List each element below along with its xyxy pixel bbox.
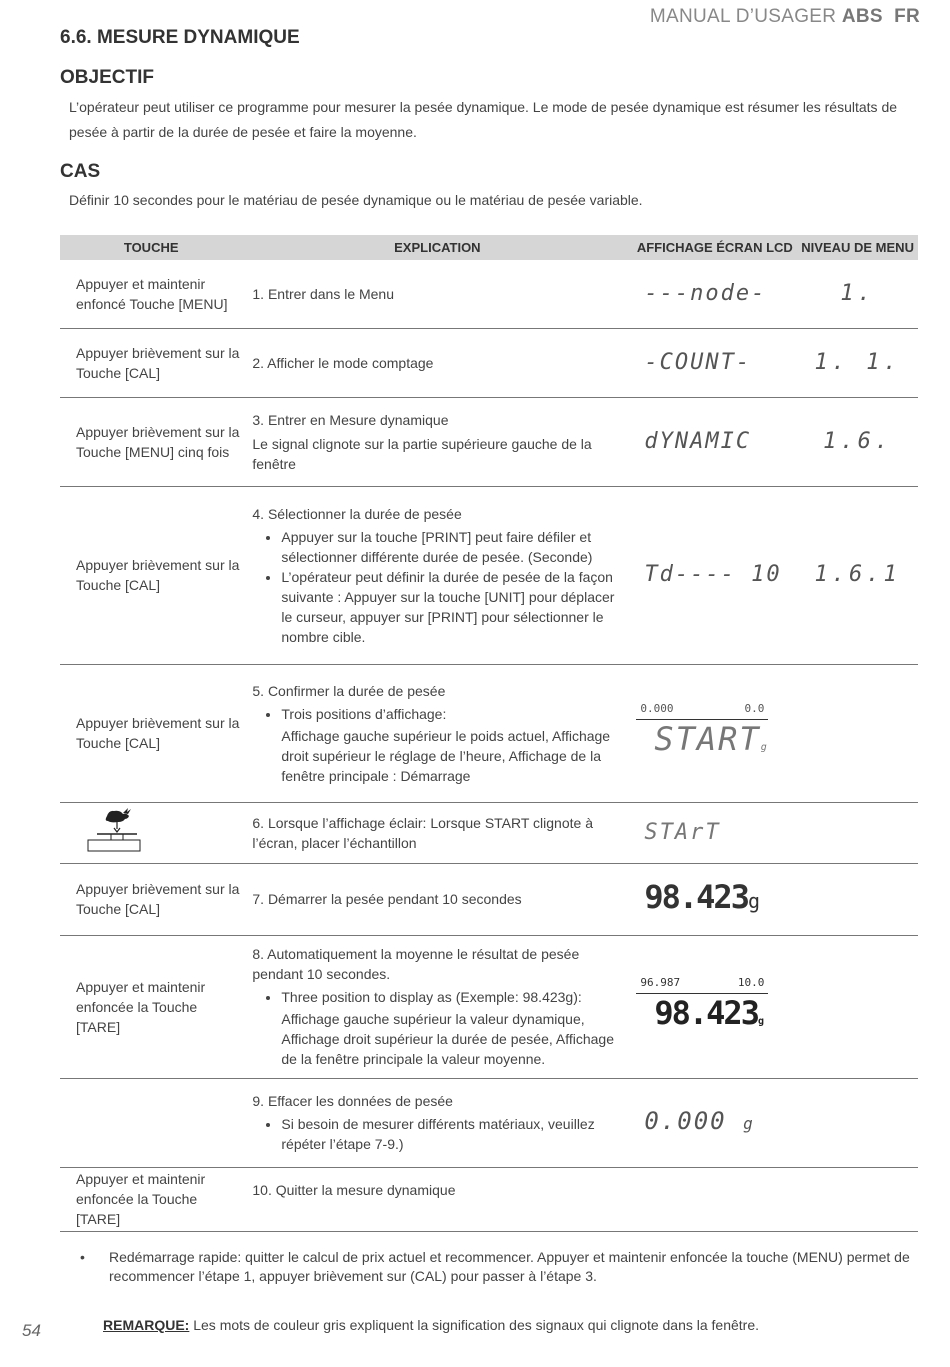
touche-cell: Appuyer et maintenir enfoncée la Touche [TARE] (60, 935, 242, 1078)
explication-bullet: • Appuyer sur la touche [PRINT] peut faire défiler et sélectionner différente durée de pesée. (Seconde) (281, 527, 626, 567)
touche-cell: Appuyer et maintenir enfoncé Touche [MENU] (60, 260, 242, 328)
lcd-display (632, 878, 797, 916)
lcd-unit: g (760, 742, 769, 753)
touche-cell: Appuyer brièvement sur la Touche [MENU] cinq fois (60, 397, 242, 486)
lcd-display (632, 699, 797, 767)
lcd-left-value: 0.000 (640, 702, 674, 715)
menu-level: 1. (840, 280, 875, 306)
table-row (60, 397, 918, 486)
header-model: ABS (841, 6, 883, 27)
touche-cell: Appuyer brièvement sur la Touche [CAL] (60, 328, 242, 397)
column-header-explication: EXPLICATION (242, 235, 632, 260)
header-language: FR (894, 6, 920, 27)
explication-bullet: • Si besoin de mesurer différents matériaux, veuillez répéter l’étape 7-9.) (281, 1114, 626, 1154)
lcd-display: Td---- 10 (644, 562, 782, 587)
explication-cell (242, 1091, 632, 1154)
explication-sub: Affichage gauche supérieur la valeur dynamique, Affichage droit supérieur la durée de pesée, Affichage de la fenêtre principale la valeur moyenne. (281, 1011, 614, 1067)
lcd-main-value: 98.423 (654, 993, 758, 1032)
explication-cell: 1. Entrer dans le Menu (252, 285, 395, 302)
menu-level: 1.6. (823, 428, 893, 454)
lcd-display: STArT (644, 819, 721, 845)
objectif-text: L’opérateur peut utiliser ce programme pour mesurer la pesée dynamique. Le mode de pesée dynamique est résumer les résultats de pesée à partir de la durée de pesée et faire la moyenne. (69, 99, 898, 140)
explication-step: 9. Effacer les données de pesée (252, 1093, 453, 1109)
explication-sub: Affichage gauche supérieur le poids actuel, Affichage droit supérieur le réglage de l’heure, Affichage de la fenêtre principale : Démarrage (281, 727, 611, 784)
remark-text: Les mots de couleur gris expliquent la signification des signaux qui clignote dans la fenêtre. (189, 1317, 760, 1333)
lcd-main-value: 98.423 (644, 878, 748, 916)
cas-heading: CAS (60, 161, 101, 182)
table-row (60, 486, 918, 664)
remark-label: REMARQUE: (103, 1317, 190, 1333)
bullet-dot-icon: • (80, 1249, 85, 1265)
touche-cell: Appuyer brièvement sur la Touche [CAL] (60, 486, 242, 664)
explication-cell (242, 504, 632, 647)
lcd-display: ---node- (644, 280, 767, 306)
remark (103, 1317, 759, 1333)
explication-step: 3. Entrer en Mesure dynamique (252, 411, 449, 428)
rabbit-on-scale-icon (87, 807, 147, 853)
explication-bullet: • L’opérateur peut définir la durée de pesée de la façon suivante : Appuyer sur la touche [UNIT] pour déplacer le curseur, appuyer sur [PRINT] pour sélectionner le nombre cible. (281, 567, 626, 647)
lcd-right-value: 10.0 (737, 975, 765, 989)
table-header-row (60, 235, 918, 260)
column-header-touche: TOUCHE (60, 235, 242, 260)
explication-step: 8. Automatiquement la moyenne le résultat de pesée pendant 10 secondes. (252, 946, 580, 982)
objectif-heading: OBJECTIF (60, 67, 154, 88)
lcd-right-value: 0.0 (744, 702, 765, 715)
explication-bullet: • Three position to display as (Exemple: 98.423g): (281, 987, 626, 1007)
touche-cell: Appuyer et maintenir enfoncée la Touche [TARE] (60, 1167, 242, 1231)
lcd-display (632, 973, 797, 1041)
table-row (60, 328, 918, 397)
explication-detail: Le signal clignote sur la partie supérieure gauche de la fenêtre (252, 435, 592, 472)
section-title: 6.6. MESURE DYNAMIQUE (60, 27, 300, 48)
column-header-niveau: NIVEAU DE MENU (797, 235, 918, 260)
quick-restart-text: Redémarrage rapide: quitter le calcul de prix actuel et recommencer. Appuyer et maintenir enfoncée la touche (MENU) permet de recommencer l’étape 1, appuyer brièvement sur (CAL) pour passer à l’étape 3. (109, 1249, 910, 1284)
explication-cell: 10. Quitter la mesure dynamique (252, 1181, 456, 1198)
page-number: 54 (22, 1321, 41, 1340)
touche-cell (60, 802, 242, 863)
explication-cell: 2. Afficher le mode comptage (252, 354, 434, 371)
menu-level: 1.6.1 (814, 562, 901, 587)
lcd-unit: g (747, 889, 760, 913)
touche-cell: Appuyer brièvement sur la Touche [CAL] (60, 863, 242, 935)
explication-bullet: • Trois positions d’affichage: (281, 704, 626, 724)
lcd-main-value: 0.000 (644, 1107, 727, 1135)
header-manual-label: MANUAL D’USAGER (649, 6, 842, 27)
column-header-lcd: AFFICHAGE ÉCRAN LCD (632, 235, 797, 260)
table-row (60, 863, 918, 935)
lcd-display: dYNAMIC (644, 428, 752, 454)
lcd-display (632, 1107, 797, 1135)
quick-restart-note (80, 1248, 920, 1286)
lcd-unit: g (743, 1114, 755, 1133)
steps-table (60, 235, 918, 1232)
menu-level: 1. 1. (814, 349, 901, 375)
table-row (60, 664, 918, 802)
explication-step: 4. Sélectionner la durée de pesée (252, 505, 462, 522)
table-row (60, 1167, 918, 1231)
explication-cell: 7. Démarrer la pesée pendant 10 secondes (252, 891, 522, 907)
table-row (60, 935, 918, 1078)
explication-cell (242, 681, 632, 786)
cas-text: Définir 10 secondes pour le matériau de pesée dynamique ou le matériau de pesée variable. (69, 192, 643, 208)
lcd-unit: g (757, 1015, 762, 1027)
running-header (650, 6, 920, 28)
explication-cell (242, 410, 632, 474)
table-row (60, 802, 918, 863)
table-row (60, 260, 918, 328)
explication-cell: 6. Lorsque l’affichage éclair: Lorsque START clignote à l’écran, placer l’échantillon (252, 814, 593, 851)
explication-step: 5. Confirmer la durée de pesée (252, 682, 446, 699)
explication-cell (242, 944, 632, 1069)
lcd-display: -COUNT- (644, 349, 752, 375)
lcd-left-value: 96.987 (640, 975, 681, 989)
touche-cell (60, 1078, 242, 1167)
table-row (60, 1078, 918, 1167)
lcd-main-value: START (654, 720, 761, 758)
touche-cell: Appuyer brièvement sur la Touche [CAL] (60, 664, 242, 802)
